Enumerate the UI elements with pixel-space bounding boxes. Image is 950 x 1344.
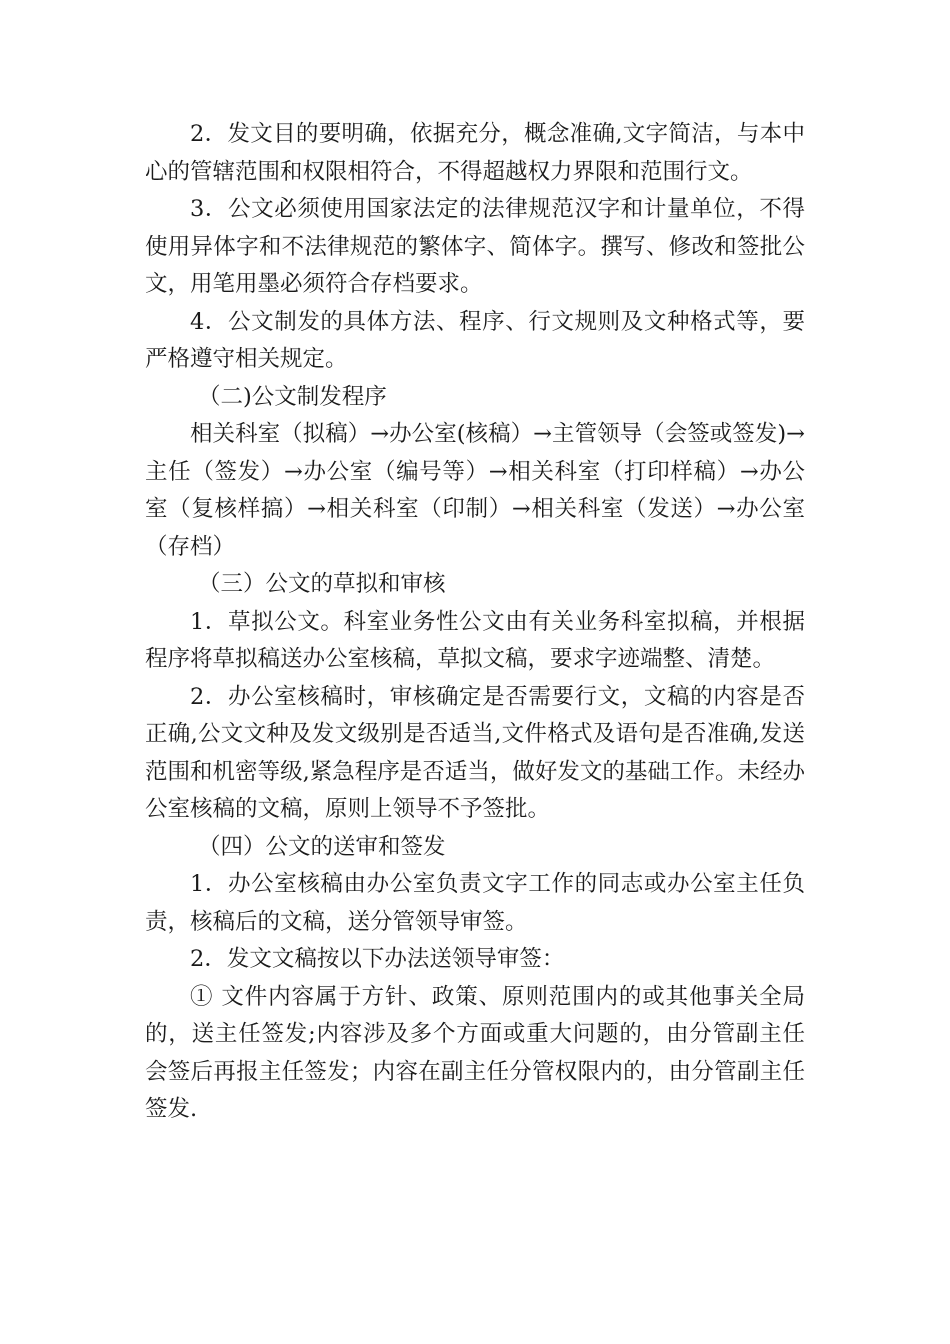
paragraph: 相关科室（拟稿）→办公室(核稿）→主管领导（会签或签发)→主任（签发）→办公室（编号等）→相关科室（打印样稿）→办公室（复核样搞）→相关科室（印制）→相关科室（发送）→办公室（存档） xyxy=(145,421,805,560)
section-heading: （二)公文制发程序 xyxy=(198,383,387,410)
section-heading: （四）公文的送审和签发 xyxy=(198,833,446,860)
paragraph: 4．公文制发的具体方法、程序、行文规则及文种格式等，要严格遵守相关规定。 xyxy=(145,308,805,372)
paragraph: 2．发文文稿按以下办法送领导审签： xyxy=(190,946,565,972)
section-heading: （三）公文的草拟和审核 xyxy=(198,571,446,597)
paragraph: 2．办公室核稿时，审核确定是否需要行文，文稿的内容是否正确,公文文种及发文级别是否适当,文件格式及语句是否准确,发送范围和机密等级,紧急程序是否适当，做好发文的基础工作。未经办公室核稿的文稿，原则上领导不予签批。 xyxy=(145,683,805,822)
paragraph: 1．草拟公文。科室业务性公文由有关业务科室拟稿，并根据程序将草拟稿送办公室核稿，草拟文稿，要求字迹端整、清楚。 xyxy=(145,608,805,672)
paragraph: 3．公文必须使用国家法定的法律规范汉字和计量单位，不得使用异体字和不法律规范的繁体字、简体字。撰写、修改和签批公文，用笔用墨必须符合存档要求。 xyxy=(145,196,805,297)
paragraph: 2．发文目的要明确，依据充分，概念准确,文字简洁，与本中心的管辖范围和权限相符合，不得超越权力界限和范围行文。 xyxy=(145,121,805,185)
document-body xyxy=(145,116,805,1129)
paragraph: ① 文件内容属于方针、政策、原则范围内的或其他事关全局的，送主任签发;内容涉及多个方面或重大问题的，由分管副主任会签后再报主任签发；内容在副主任分管权限内的，由分管副主任签发. xyxy=(145,983,805,1122)
paragraph: 1．办公室核稿由办公室负责文字工作的同志或办公室主任负责，核稿后的文稿，送分管领导审签。 xyxy=(145,871,805,935)
